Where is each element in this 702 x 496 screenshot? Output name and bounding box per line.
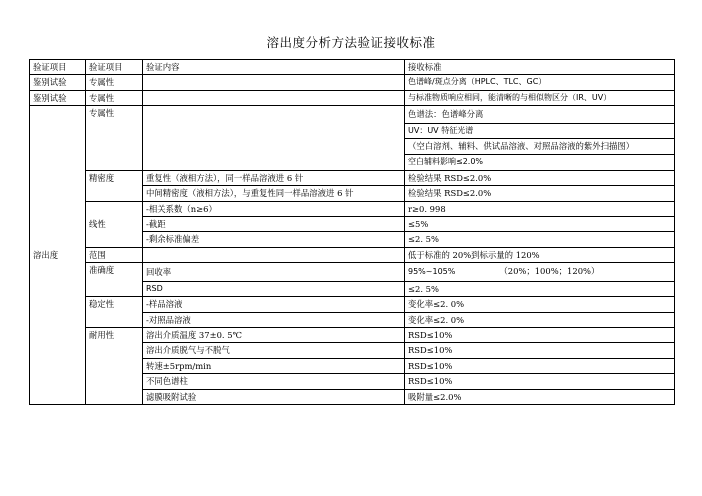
cell: 色谱峰/斑点分离（HPLC、TLC、GC） [405,75,675,90]
cell: 鉴别试验 [30,75,86,90]
cell: r≥0. 998 [405,201,675,216]
cell: 专属性 [86,75,143,90]
cell: -样品溶液 [143,297,405,312]
header-cell-item: 验证项目 [30,60,86,75]
cell-linearity-label: 线性 [86,201,143,247]
cell: 变化率≤2. 0% [405,297,675,312]
table-row [30,90,675,105]
cell: 溶出介质脱气与不脱气 [143,343,405,358]
cell: 专属性 [86,90,143,105]
cell: 检验结果 RSD≤2.0% [405,186,675,201]
cell-robustness-label: 耐用性 [86,327,143,404]
table-row [30,170,675,185]
cell: ≤2. 5% [405,281,675,296]
header-row [30,60,675,75]
cell-specificity-label: 专属性 [86,106,143,171]
cell: 与标准物质响应相同，能清晰的与相似物区分（IR、UV） [405,90,675,105]
table-row [30,297,675,312]
cell: -对照品溶液 [143,312,405,327]
table-row [30,75,675,90]
cell-empty [143,106,405,171]
cell-text: 95%~105% [408,267,456,277]
cell: -相关系数（n≥6） [143,201,405,216]
cell [143,90,405,105]
table-row [30,247,675,262]
header-cell-content: 验证内容 [143,60,405,75]
cell: 鉴别试验 [30,90,86,105]
header-cell-criteria: 接收标准 [405,60,675,75]
cell: 滤膜吸附试验 [143,389,405,404]
table-row [30,106,675,124]
cell-empty [143,247,405,262]
cell: ≤5% [405,217,675,232]
cell: 转速±5rpm/min [143,358,405,373]
cell: RSD [143,281,405,296]
cell: RSD≤10% [405,358,675,373]
cell: 回收率 [143,263,405,282]
cell: （空白溶剂、辅料、供试品溶液、对照品溶液的紫外扫描图） [405,139,675,155]
cell: RSD≤10% [405,374,675,389]
table-row [30,263,675,282]
acceptance-criteria-table [29,59,675,405]
table-row [30,201,675,216]
cell: UV：UV 特征光谱 [405,123,675,138]
cell: RSD≤10% [405,327,675,342]
cell-precision-label: 精密度 [86,170,143,201]
cell: ≤2. 5% [405,232,675,247]
cell: 吸附量≤2.0% [405,389,675,404]
cell: -剩余标准偏差 [143,232,405,247]
cell: 空白辅料影响≤2.0% [405,155,675,170]
cell: RSD≤10% [405,343,675,358]
cell-accuracy-label: 准确度 [86,263,143,297]
cell: 溶出介质温度 37±0. 5℃ [143,327,405,342]
cell-stability-label: 稳定性 [86,297,143,328]
cell [405,263,675,282]
cell: 检验结果 RSD≤2.0% [405,170,675,185]
table-row [30,327,675,342]
cell [143,75,405,90]
cell: 重复性（液相方法），同一样品溶液进 6 针 [143,170,405,185]
cell: 变化率≤2. 0% [405,312,675,327]
cell: 中间精密度（液相方法），与重复性同一样品溶液进 6 针 [143,186,405,201]
cell: 色谱法：色谱峰分离 [405,106,675,124]
document-title: 溶出度分析方法验证接收标准 [266,35,436,50]
cell-range-label: 范围 [86,247,143,262]
cell: 低于标准的 20%到标示量的 120% [405,247,675,262]
cell-note: （20%；100%；120%） [499,266,600,277]
cell: -截距 [143,217,405,232]
group-label-dissolution: 溶出度 [30,106,86,405]
header-cell-item-2: 验证项目 [86,60,143,75]
cell: 不同色谱柱 [143,374,405,389]
